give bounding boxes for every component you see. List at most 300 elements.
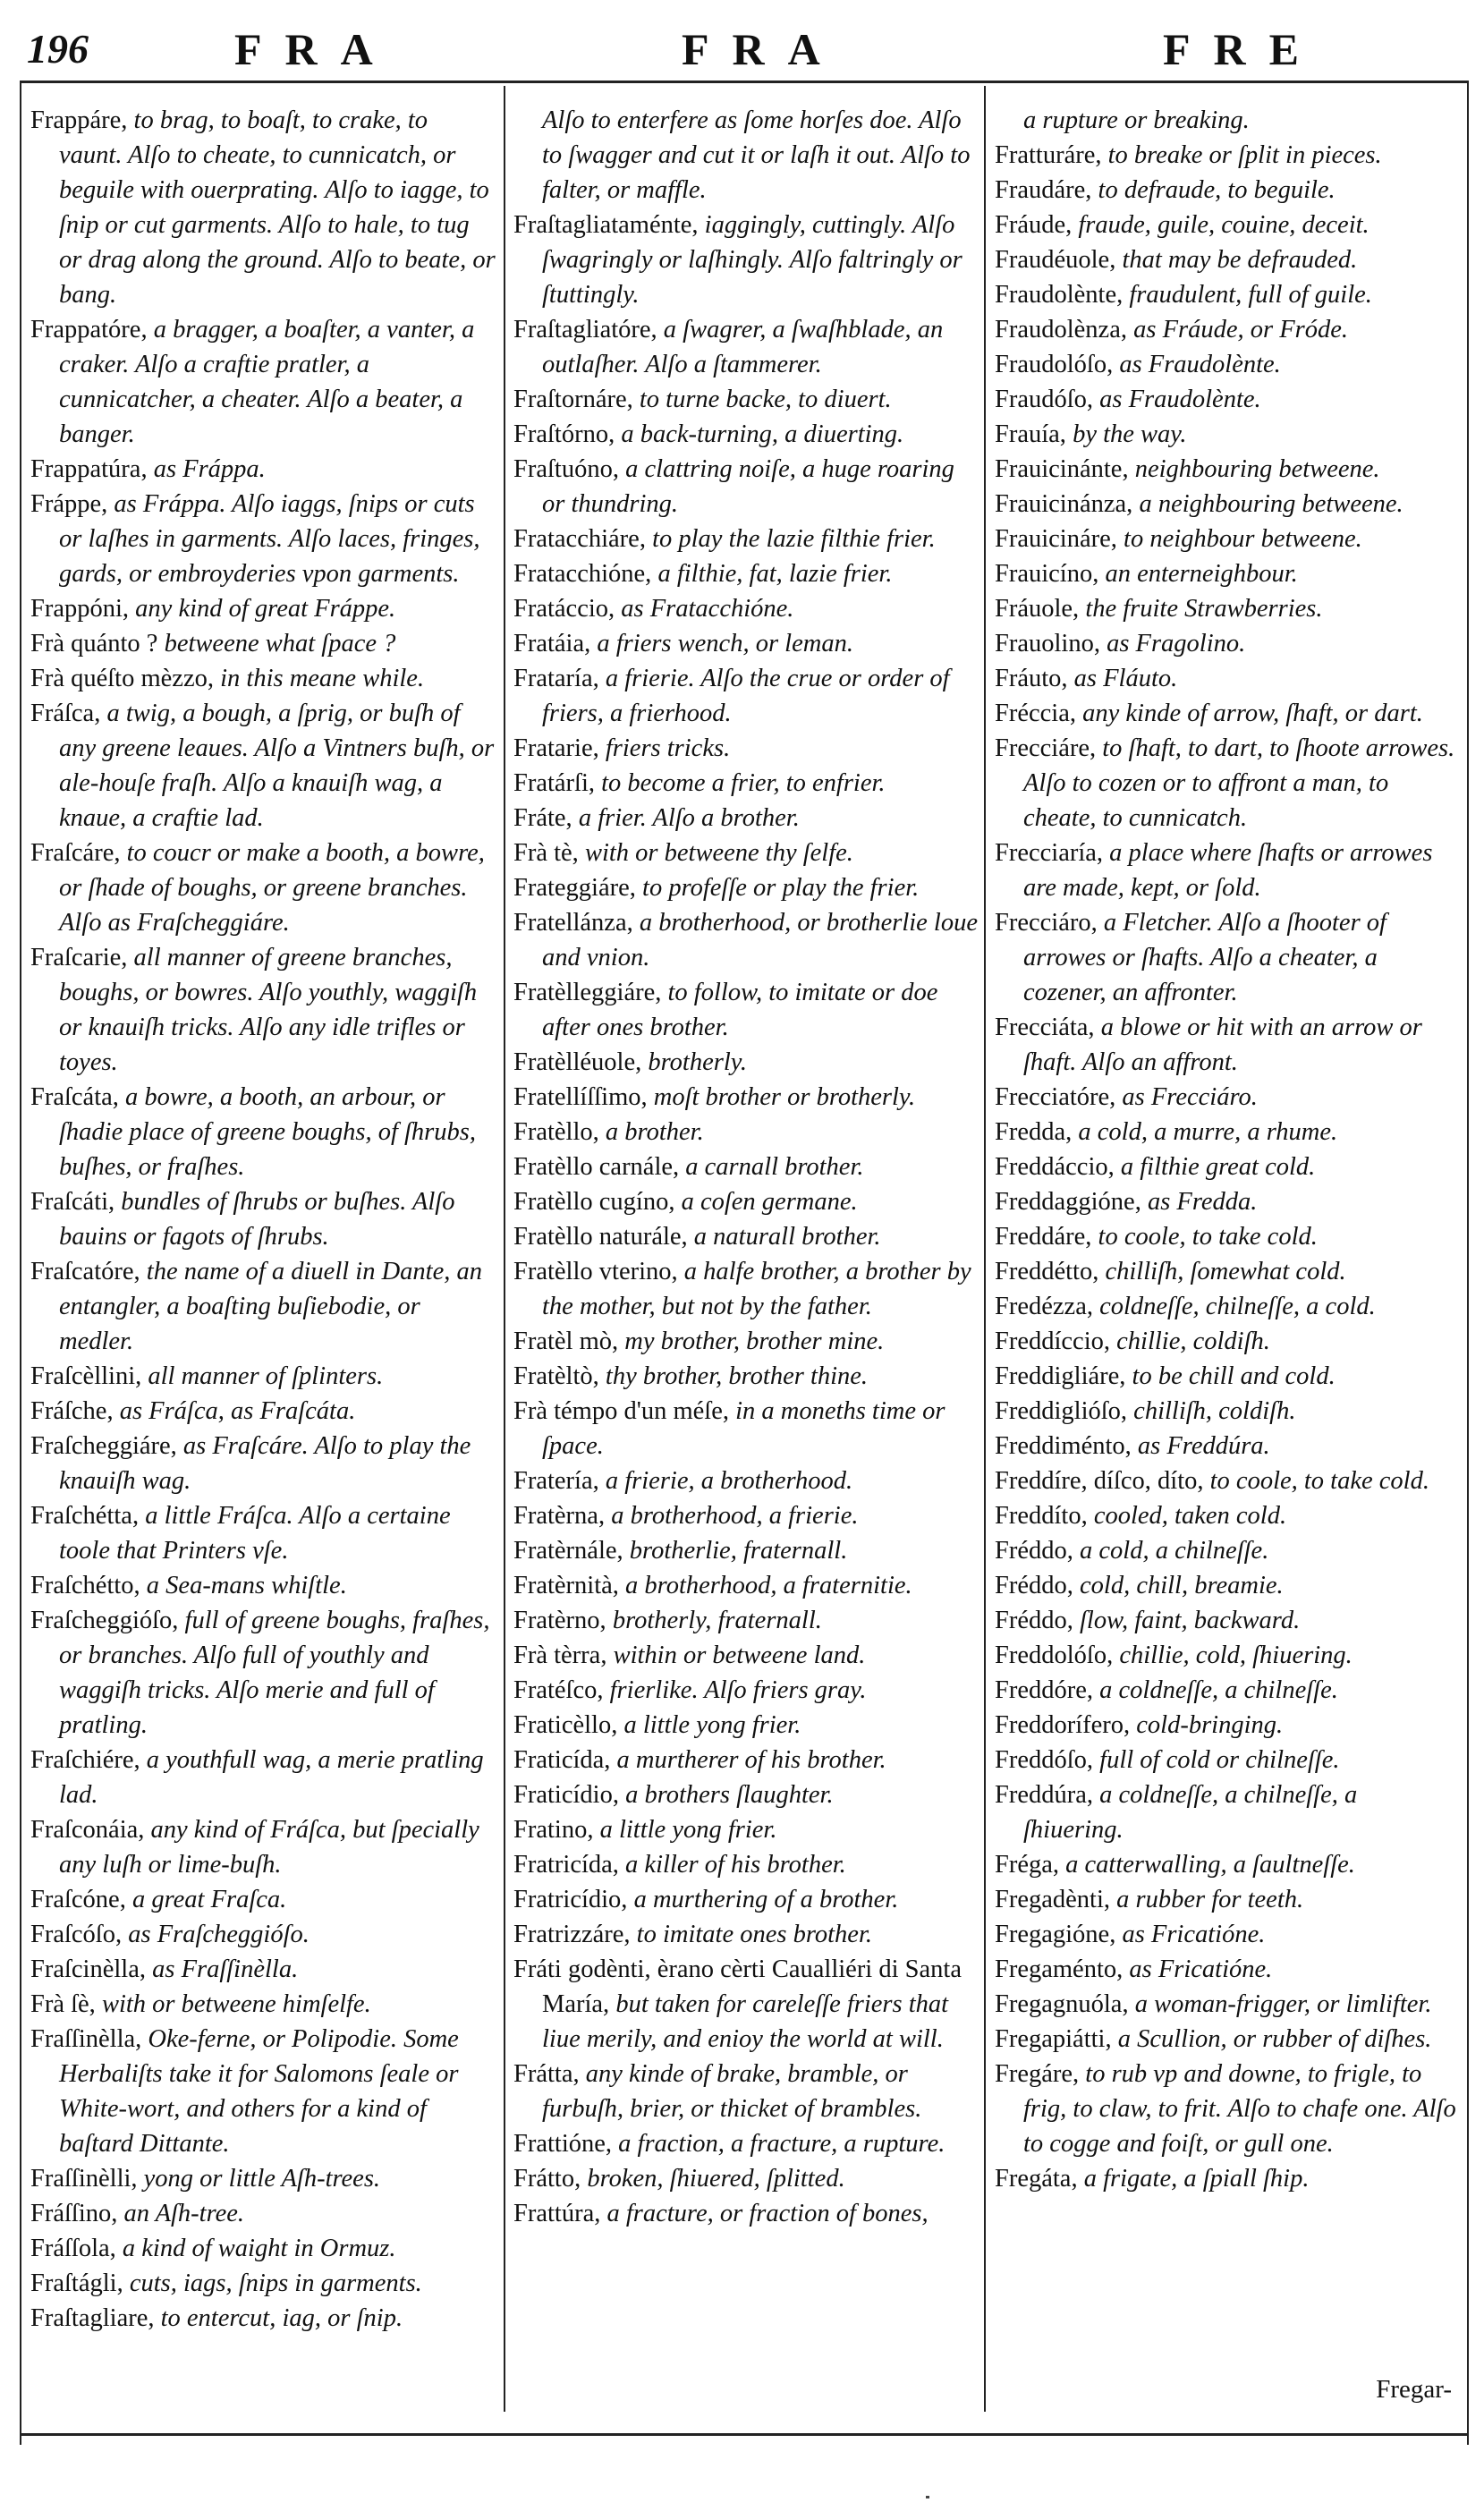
dictionary-entry <box>995 347 1460 382</box>
entry-definition: a woman-frigger, or limlifter. <box>1134 1990 1432 2018</box>
entry-definition: yong or little Aſh-trees. <box>143 2165 381 2193</box>
entry-headword: Freddiménto, <box>995 1432 1132 1460</box>
entry-definition: brotherly, fraternall. <box>612 1607 822 1634</box>
entry-definition: chillie, coldiſh. <box>1116 1328 1270 1355</box>
entry-definition: a brotherhood, a fraternitie. <box>625 1572 912 1599</box>
entry-headword: Fraſconáia, <box>30 1816 145 1844</box>
entry-definition: a cold, a murre, a rhume. <box>1078 1118 1338 1146</box>
entry-definition: a place where ſhafts or arrowes are made, kept, or ſold. <box>1023 839 1433 902</box>
entry-headword: Fraudolènza, <box>995 316 1127 344</box>
dictionary-entry <box>30 591 496 626</box>
entry-headword: Fraſtuóno, <box>513 455 619 483</box>
dictionary-entry <box>995 1115 1460 1149</box>
entry-definition: a bowre, a booth, an arbour, or ſhadie place of greene boughs, of ſhrubs, buſhes, or fraſhes. <box>59 1083 476 1181</box>
entry-definition: fraude, guile, couine, deceit. <box>1078 211 1370 239</box>
dictionary-entry <box>995 1080 1460 1115</box>
entry-headword: Frecciatóre, <box>995 1083 1116 1111</box>
dictionary-entry <box>995 1359 1460 1394</box>
column-left <box>30 103 496 2411</box>
entry-headword: Fraſcinèlla, <box>30 1955 146 1983</box>
entry-definition: a murtherer of his brother. <box>616 1746 886 1774</box>
entry-definition: to coole, to take cold. <box>1209 1467 1429 1495</box>
entry-definition: any kinde of brake, bramble, or furbuſh, brier, or thicket of brambles. <box>542 2060 922 2123</box>
entry-headword: Fratellánza, <box>513 909 633 937</box>
dictionary-entry <box>995 277 1460 312</box>
entry-headword: Fraticèllo, <box>513 1711 618 1739</box>
entry-definition: to coole, to take cold. <box>1098 1223 1318 1251</box>
dictionary-entry <box>513 731 979 766</box>
entry-definition: to entercut, iag, or ſnip. <box>160 2304 403 2332</box>
entry-headword: Fraudolóſo, <box>995 351 1114 378</box>
entry-definition: to ſhaft, to dart, to ſhoote arrowes. Alſo to cozen or to affront a man, to cheate, to cunnicatch. <box>1023 734 1455 832</box>
dictionary-entry <box>995 452 1460 487</box>
entry-definition: cold-bringing. <box>1136 1711 1284 1739</box>
dictionary-entry <box>513 1045 979 1080</box>
entry-headword: Fregáre, <box>995 2060 1080 2088</box>
entry-definition: a great Fraſca. <box>131 1886 287 1913</box>
entry-definition: a kind of waight in Ormuz. <box>122 2235 396 2262</box>
entry-definition: brotherlie, fraternall. <box>629 1537 848 1565</box>
running-head-right: FRE <box>1163 24 1322 74</box>
entry-headword: Fraſchiére, <box>30 1746 140 1774</box>
dictionary-entry <box>30 1952 496 1987</box>
entry-headword: Fráſſino, <box>30 2200 118 2227</box>
entry-definition: a naturall brother. <box>693 1223 881 1251</box>
entry-headword: Fráti godènti, èrano cèrti Caualliéri di Santa María, <box>513 1955 962 2018</box>
entry-definition: as Fraudolènte. <box>1099 386 1261 413</box>
entry-headword: Fregapiátti, <box>995 2025 1112 2053</box>
dictionary-entry <box>513 1882 979 1917</box>
dictionary-entry <box>995 1777 1460 1847</box>
entry-headword: Frátta, <box>513 2060 580 2088</box>
entry-headword: Fraſcatóre, <box>30 1258 140 1285</box>
dictionary-entry <box>995 417 1460 452</box>
dictionary-entry <box>995 208 1460 242</box>
entry-headword: Freddigliáre, <box>995 1362 1126 1390</box>
entry-headword: Fratricída, <box>513 1851 619 1879</box>
entry-definition: but taken for careleſſe friers that liue merily, and enioy the world at will. <box>542 1990 949 2053</box>
entry-headword: Frà quánto ? <box>30 630 158 657</box>
entry-definition: all manner of greene branches, boughs, or bowres. Alſo youthly, waggiſh or knauiſh tricks. Alſo any idle trifles or toyes. <box>59 944 478 1076</box>
dictionary-entry <box>513 1603 979 1638</box>
entry-headword: Frappáre, <box>30 106 128 134</box>
entry-definition: as Fraſcheggióſo. <box>128 1921 310 1948</box>
ink-speck <box>926 2496 929 2498</box>
entry-headword: Frátto, <box>513 2165 581 2193</box>
dictionary-entry <box>513 1219 979 1254</box>
entry-definition: a killer of his brother. <box>625 1851 846 1879</box>
dictionary-entry <box>513 836 979 870</box>
entry-definition: a frierie. Alſo the crue or order of friers, a frierhood. <box>542 665 950 727</box>
entry-definition: cooled, taken cold. <box>1093 1502 1287 1530</box>
entry-definition: iaggingly, cuttingly. Alſo ſwagringly or laſhingly. Alſo faltringly or ſtuttingly. <box>542 211 962 309</box>
entry-headword: Fraſtornáre, <box>513 386 633 413</box>
dictionary-entry <box>30 2266 496 2301</box>
entry-headword: Freddíre, díſco, díto, <box>995 1467 1204 1495</box>
dictionary-entry <box>995 1533 1460 1568</box>
entry-definition: a fraction, a fracture, a rupture. <box>618 2130 946 2158</box>
entry-headword: Fraſtórno, <box>513 420 615 448</box>
entry-headword: Frauía, <box>995 420 1066 448</box>
entry-definition: a filthie, fat, lazie frier. <box>657 560 893 588</box>
entry-definition: chilliſh, coldiſh. <box>1133 1397 1296 1425</box>
dictionary-entry <box>995 1917 1460 1952</box>
entry-headword: Frauolino, <box>995 630 1100 657</box>
dictionary-entry <box>995 1568 1460 1603</box>
entry-headword: Fraudáre, <box>995 176 1092 204</box>
entry-headword: Fregáta, <box>995 2165 1078 2193</box>
dictionary-entry <box>30 1498 496 1568</box>
dictionary-entry <box>30 2161 496 2196</box>
entry-definition: a youthfull wag, a merie pratling lad. <box>59 1746 484 1809</box>
dictionary-entry <box>30 1987 496 2022</box>
dictionary-entry <box>513 417 979 452</box>
dictionary-entry <box>513 522 979 556</box>
dictionary-entry <box>995 556 1460 591</box>
running-head-middle: FRA <box>682 24 844 74</box>
entry-headword: Frà témpo d'un méſe, <box>513 1397 729 1425</box>
entry-definition: a blowe or hit with an arrow or ſhaft. Alſo an affront. <box>1023 1014 1422 1076</box>
dictionary-entry <box>995 1254 1460 1289</box>
dictionary-entry <box>513 2057 979 2126</box>
entry-headword: Fratrizzáre, <box>513 1921 631 1948</box>
entry-headword: Fraticídio, <box>513 1781 619 1809</box>
running-head-left: FRA <box>234 24 396 74</box>
entry-definition: any kind of Fráſca, but ſpecially any luſh or lime-buſh. <box>59 1816 479 1879</box>
entry-definition: a Fletcher. Alſo a ſhooter of arrowes or ſhafts. Alſo a cheater, a cozener, an affronter. <box>1023 909 1386 1006</box>
dictionary-entry <box>30 1429 496 1498</box>
dictionary-entry <box>30 696 496 836</box>
entry-definition: a back-turning, a diuerting. <box>621 420 904 448</box>
entry-definition: a filthie great cold. <box>1120 1153 1316 1181</box>
entry-definition: thy brother, brother thine. <box>605 1362 869 1390</box>
entry-headword: Frataría, <box>513 665 599 692</box>
entry-definition: moſt brother or brotherly. <box>653 1083 916 1111</box>
dictionary-entry <box>995 591 1460 626</box>
entry-headword: Fréddo, <box>995 1537 1073 1565</box>
entry-headword: Fraſchétta, <box>30 1502 140 1530</box>
entry-headword: Fraudolènte, <box>995 281 1124 309</box>
entry-headword: Fréddo, <box>995 1572 1073 1599</box>
dictionary-entry <box>995 1010 1460 1080</box>
dictionary-entry <box>513 1638 979 1673</box>
entry-definition: cuts, iags, ſnips in garments. <box>129 2269 422 2297</box>
entry-headword: Frappatóre, <box>30 316 148 344</box>
entry-headword: Freddáccio, <box>995 1153 1115 1181</box>
entry-headword: Fratèlleggiáre, <box>513 979 662 1006</box>
entry-headword: Fratèllo, <box>513 1118 599 1146</box>
entry-definition: a little Fráſca. Alſo a certaine toole that Printers vſe. <box>59 1502 451 1565</box>
entry-headword: Frauicinánza, <box>995 490 1133 518</box>
entry-headword: Fráude, <box>995 211 1073 239</box>
entry-definition: full of cold or chilneſſe. <box>1099 1746 1340 1774</box>
entry-definition: as Fratacchióne. <box>621 595 794 623</box>
dictionary-entry <box>30 836 496 940</box>
dictionary-entry <box>30 1743 496 1812</box>
entry-headword: Fráppe, <box>30 490 108 518</box>
entry-headword: Frà ſè, <box>30 1990 96 2018</box>
entry-definition: any kind of great Fráppe. <box>135 595 396 623</box>
entry-definition: a ſwagrer, a ſwaſhblade, an outlaſher. Alſo a ſtammerer. <box>542 316 944 378</box>
entry-headword: Fraſcarie, <box>30 944 128 971</box>
entry-headword: Fraſcèllini, <box>30 1362 142 1390</box>
entry-headword: Frà tèrra, <box>513 1641 607 1669</box>
entry-headword: Frecciáta, <box>995 1014 1095 1041</box>
entry-definition: as Fráppa. <box>153 455 266 483</box>
entry-headword: Fréga, <box>995 1851 1060 1879</box>
entry-definition: as Fráſca, as Fraſcáta. <box>119 1397 356 1425</box>
entry-headword: Fraudóſo, <box>995 386 1094 413</box>
entry-definition: to be chill and cold. <box>1132 1362 1336 1390</box>
dictionary-entry <box>995 382 1460 417</box>
entry-headword: Fraſcheggióſo, <box>30 1607 179 1634</box>
entry-headword: Fratèl mò, <box>513 1328 619 1355</box>
dictionary-entry <box>995 1184 1460 1219</box>
entry-headword: Fraſcóne, <box>30 1886 126 1913</box>
entry-definition: a rupture or breaking. <box>1023 106 1250 134</box>
entry-headword: Frauicináre, <box>995 525 1117 553</box>
entry-headword: Fraſſinèlli, <box>30 2165 138 2193</box>
entry-headword: Fraſcáti, <box>30 1188 115 1216</box>
entry-headword: Fratèllo cugíno, <box>513 1188 675 1216</box>
entry-headword: Freddóſo, <box>995 1746 1094 1774</box>
dictionary-entry <box>995 731 1460 836</box>
dictionary-entry <box>30 940 496 1080</box>
dictionary-entry <box>513 1359 979 1394</box>
dictionary-entry <box>995 522 1460 556</box>
dictionary-entry <box>30 1359 496 1394</box>
entry-definition: bundles of ſhrubs or buſhes. Alſo bauins or fagots of ſhrubs. <box>59 1188 455 1251</box>
dictionary-entry <box>995 138 1460 173</box>
entry-definition: to imitate ones brother. <box>636 1921 873 1948</box>
entry-definition: a little yong frier. <box>623 1711 801 1739</box>
entry-definition: in this meane while. <box>220 665 425 692</box>
entry-headword: Fratería, <box>513 1467 599 1495</box>
entry-headword: Fráſca, <box>30 700 101 727</box>
entry-headword: Fratèllo carnále, <box>513 1153 680 1181</box>
entry-definition: a frierie, a brotherhood. <box>605 1467 853 1495</box>
entry-headword: Frauicíno, <box>995 560 1099 588</box>
dictionary-entry <box>30 103 496 312</box>
dictionary-entry <box>995 1324 1460 1359</box>
entry-headword: Fraſtagliare, <box>30 2304 155 2332</box>
dictionary-entry <box>30 1882 496 1917</box>
dictionary-entry <box>30 487 496 591</box>
entry-definition: coldneſſe, chilneſſe, a cold. <box>1099 1293 1376 1320</box>
dictionary-entry <box>995 1673 1460 1708</box>
entry-definition: chillie, cold, ſhiuering. <box>1119 1641 1353 1669</box>
dictionary-entry <box>995 1743 1460 1777</box>
dictionary-entry <box>995 1847 1460 1882</box>
entry-headword: Fraſcheggiáre, <box>30 1432 177 1460</box>
entry-definition: full of greene boughs, fraſhes, or branches. Alſo full of youthly and waggiſh tricks. Alſo merie and full of pratling. <box>59 1607 490 1739</box>
dictionary-entry <box>513 1324 979 1359</box>
dictionary-entry <box>513 312 979 382</box>
entry-headword: Freddúra, <box>995 1781 1094 1809</box>
dictionary-entry <box>995 1498 1460 1533</box>
dictionary-entry <box>513 591 979 626</box>
entry-headword: Fráuole, <box>995 595 1080 623</box>
dictionary-entry <box>30 1184 496 1254</box>
entry-definition: to turne backe, to diuert. <box>639 386 892 413</box>
dictionary-entry <box>30 1080 496 1184</box>
dictionary-entry <box>30 626 496 661</box>
dictionary-entry <box>995 1952 1460 1987</box>
entry-definition: neighbouring betweene. <box>1134 455 1380 483</box>
dictionary-entry <box>995 1987 1460 2022</box>
dictionary-entry <box>30 1394 496 1429</box>
dictionary-entry <box>995 1638 1460 1673</box>
dictionary-entry <box>995 1603 1460 1638</box>
page-header <box>0 0 1484 72</box>
entry-definition: a carnall brother. <box>685 1153 864 1181</box>
entry-headword: Fraſtagliatóre, <box>513 316 657 344</box>
column-rule <box>984 86 986 2412</box>
entry-headword: Fráte, <box>513 804 572 832</box>
entry-definition: a bragger, a boaſter, a vanter, a craker. Alſo a craftie pratler, a cunnicatcher, a cheater. Alſo a beater, a banger. <box>59 316 475 448</box>
dictionary-entry <box>995 696 1460 731</box>
dictionary-entry <box>513 905 979 975</box>
dictionary-entry <box>513 382 979 417</box>
entry-definition: an enterneighbour. <box>1105 560 1298 588</box>
entry-headword: Fredda, <box>995 1118 1073 1146</box>
entry-definition: a fracture, or fraction of bones, <box>606 2200 929 2227</box>
dictionary-entry <box>995 1289 1460 1324</box>
dictionary-entry <box>513 870 979 905</box>
dictionary-entry <box>513 766 979 801</box>
dictionary-entry <box>513 1184 979 1219</box>
bottom-rule <box>20 2433 1469 2436</box>
entry-headword: Fregaménto, <box>995 1955 1124 1983</box>
entry-headword: Fredézza, <box>995 1293 1093 1320</box>
dictionary-entry <box>995 836 1460 905</box>
entry-headword: Fratellíſſimo, <box>513 1083 648 1111</box>
entry-headword: Frecciaría, <box>995 839 1104 867</box>
entry-headword: Fratèlléuole, <box>513 1048 642 1076</box>
entry-headword: Fratèllo naturále, <box>513 1223 688 1251</box>
entry-definition: to play the lazie filthie frier. <box>652 525 936 553</box>
page-number: 196 <box>27 26 89 72</box>
dictionary-entry <box>30 1568 496 1603</box>
entry-definition: my brother, brother mine. <box>624 1328 885 1355</box>
entry-headword: Fraſcáta, <box>30 1083 119 1111</box>
column-middle <box>513 103 979 2411</box>
dictionary-entry <box>995 1429 1460 1463</box>
entry-headword: Frauicinánte, <box>995 455 1129 483</box>
dictionary-entry <box>30 2196 496 2231</box>
entry-headword: Fregadènti, <box>995 1886 1111 1913</box>
dictionary-entry <box>30 2301 496 2336</box>
entry-definition: to follow, to imitate or doe after ones brother. <box>542 979 938 1041</box>
entry-headword: Freddolóſo, <box>995 1641 1114 1669</box>
dictionary-entry <box>513 1394 979 1463</box>
entry-headword: Fratèrnità, <box>513 1572 619 1599</box>
column-right <box>995 103 1460 2411</box>
entry-definition: as Fraſſinèlla. <box>152 1955 299 1983</box>
entry-headword: Fraticída, <box>513 1746 611 1774</box>
entry-definition: brotherly. <box>648 1048 747 1076</box>
entry-headword: Freddíto, <box>995 1502 1088 1530</box>
entry-headword: Fratèrna, <box>513 1502 606 1530</box>
entry-headword: Fratáia, <box>513 630 591 657</box>
entry-definition: as Fricatióne. <box>1122 1921 1266 1948</box>
entry-definition: a frigate, a ſpiall ſhip. <box>1083 2165 1310 2193</box>
entry-headword: Fratáccio, <box>513 595 615 623</box>
entry-definition: a catterwalling, a ſaultneſſe. <box>1065 1851 1355 1879</box>
entry-headword: Fréccia, <box>995 700 1076 727</box>
entry-headword: Fratacchióne, <box>513 560 652 588</box>
dictionary-entry <box>995 1149 1460 1184</box>
dictionary-entry <box>513 1115 979 1149</box>
entry-definition: as Fredda. <box>1147 1188 1258 1216</box>
entry-definition: that may be defrauded. <box>1122 246 1358 274</box>
entry-definition: to defraude, to beguile. <box>1098 176 1336 204</box>
dictionary-entry <box>30 1603 496 1743</box>
entry-headword: Frattióne, <box>513 2130 613 2158</box>
dictionary-entry <box>995 2022 1460 2057</box>
entry-definition: to become a frier, to enfrier. <box>601 769 886 797</box>
dictionary-entry <box>995 242 1460 277</box>
entry-definition: as Fláuto. <box>1073 665 1178 692</box>
entry-headword: Fratino, <box>513 1816 594 1844</box>
entry-definition: to profeſſe or play the frier. <box>642 874 920 902</box>
entry-definition: as Frecciáro. <box>1122 1083 1258 1111</box>
entry-definition: to rub vp and downe, to frigle, to frig, to claw, to frit. Alſo to chafe one. Alſo to cogge and foiſt, or gull one. <box>1023 2060 1456 2158</box>
catchword: Fregar- <box>1376 2375 1452 2404</box>
entry-headword: Frappóni, <box>30 595 130 623</box>
dictionary-entry <box>995 1882 1460 1917</box>
entry-headword: Frà quéſto mèzzo, <box>30 665 214 692</box>
entry-headword: Fraudéuole, <box>995 246 1116 274</box>
dictionary-entry <box>513 626 979 661</box>
entry-definition: as Fraudolènte. <box>1119 351 1281 378</box>
entry-headword: Fráſſola, <box>30 2235 116 2262</box>
entry-definition: ſlow, faint, backward. <box>1080 1607 1301 1634</box>
entry-definition: frierlike. Alſo friers gray. <box>609 1676 867 1704</box>
dictionary-entry <box>513 975 979 1045</box>
dictionary-entry <box>513 1917 979 1952</box>
dictionary-entry <box>513 661 979 731</box>
entry-definition: the fruite Strawberries. <box>1085 595 1323 623</box>
dictionary-entry <box>513 1708 979 1743</box>
entry-definition: to breake or ſplit in pieces. <box>1107 141 1382 169</box>
dictionary-entry <box>513 2196 979 2231</box>
dictionary-entry <box>995 173 1460 208</box>
entry-definition: chilliſh, ſomewhat cold. <box>1105 1258 1346 1285</box>
entry-definition: a brotherhood, or brotherlie loue and vnion. <box>542 909 978 971</box>
dictionary-entry <box>513 1254 979 1324</box>
entry-headword: Fraſtagliataménte, <box>513 211 699 239</box>
dictionary-entry <box>513 1498 979 1533</box>
dictionary-entry <box>30 452 496 487</box>
entry-definition: all manner of ſplinters. <box>148 1362 384 1390</box>
dictionary-entry <box>30 1812 496 1882</box>
dictionary-entry <box>30 1917 496 1952</box>
entry-definition: betweene what ſpace ? <box>164 630 396 657</box>
entry-headword: Frateggiáre, <box>513 874 636 902</box>
entry-definition: as Fráude, or Fróde. <box>1133 316 1348 344</box>
entry-headword: Freddétto, <box>995 1258 1099 1285</box>
entry-definition: as Fricatióne. <box>1129 1955 1273 1983</box>
entry-definition: by the way. <box>1073 420 1187 448</box>
entry-headword: Freddóre, <box>995 1676 1094 1704</box>
entry-definition: an Aſh-tree. <box>123 2200 245 2227</box>
entry-headword: Fraſcóſo, <box>30 1921 123 1948</box>
entry-definition: a brotherhood, a frierie. <box>611 1502 859 1530</box>
entry-headword: Fraſtágli, <box>30 2269 123 2297</box>
dictionary-entry <box>995 1463 1460 1498</box>
entry-definition: as Freddúra. <box>1137 1432 1270 1460</box>
